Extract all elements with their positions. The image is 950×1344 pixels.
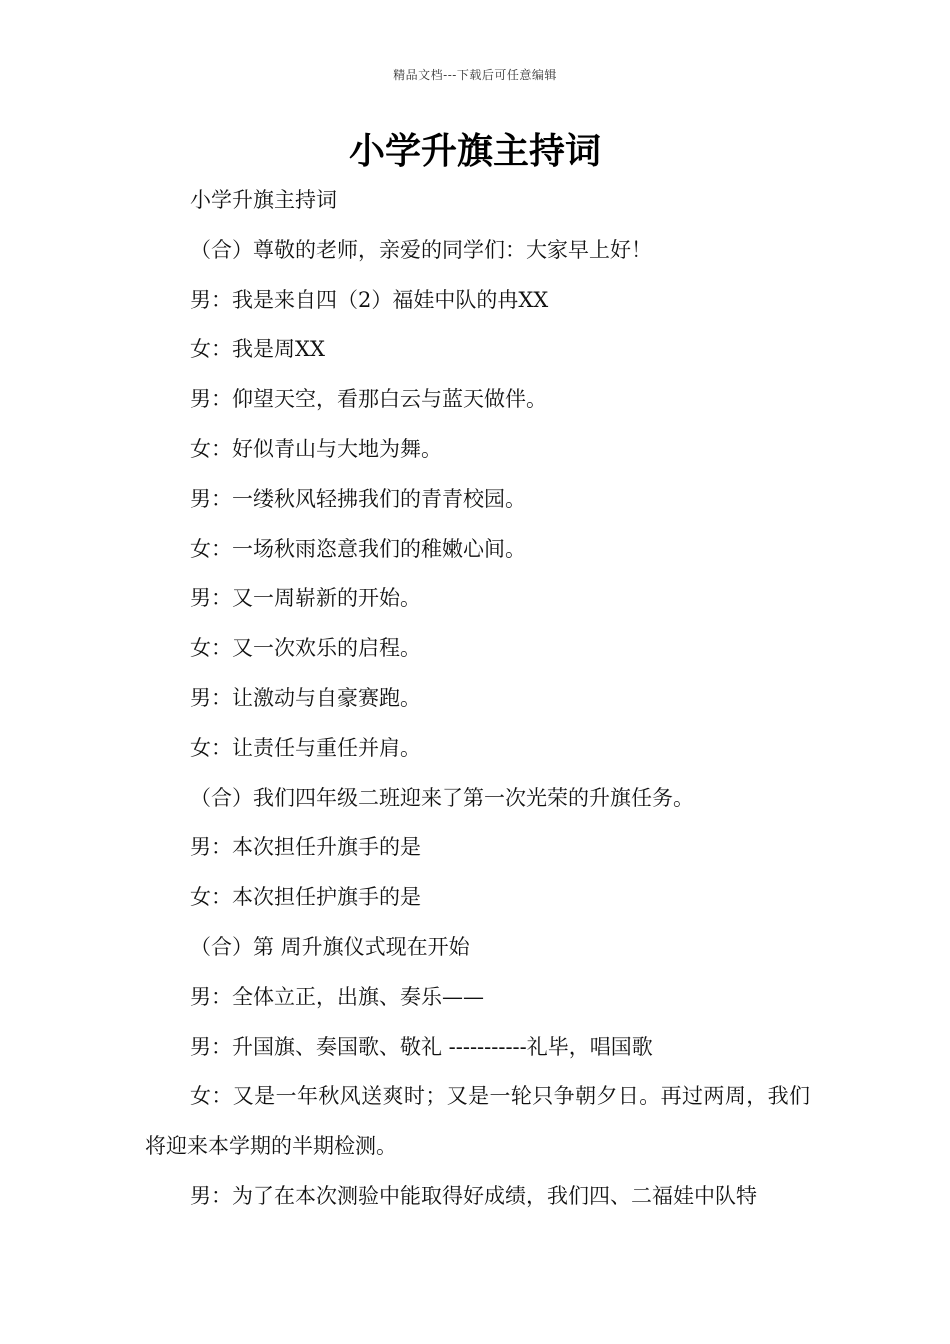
paragraph: 男：又一周崭新的开始。: [190, 586, 421, 611]
paragraph: 女：一场秋雨恣意我们的稚嫩心间。: [190, 536, 526, 561]
header-note: 精品文档---下载后可任意编辑: [393, 68, 557, 82]
paragraph: 女：又是一年秋风送爽时；又是一轮只争朝夕日。再过两周，我们将迎来本学期的半期检测。: [145, 1084, 810, 1159]
paragraph: 男：一缕秋风轻拂我们的青青校园。: [190, 486, 526, 511]
paragraph: 女：好似青山与大地为舞。: [190, 436, 442, 461]
paragraph: 女：让责任与重任并肩。: [190, 735, 421, 760]
paragraph: 男：让激动与自豪赛跑。: [190, 685, 421, 710]
paragraph: 女：又一次欢乐的启程。: [190, 636, 421, 661]
paragraph: 男：升国旗、奏国歌、敬礼 -----------礼毕，唱国歌: [190, 1034, 653, 1059]
document-body: [145, 176, 810, 1222]
paragraph: 女：我是周XX: [190, 337, 325, 362]
paragraph: 男：本次担任升旗手的是: [190, 835, 421, 860]
paragraph: （合）尊敬的老师，亲爱的同学们：大家早上好！: [190, 237, 652, 262]
paragraph: 女：本次担任护旗手的是: [190, 885, 421, 910]
paragraph-subtitle: 小学升旗主持词: [190, 188, 337, 212]
paragraph: 男：仰望天空，看那白云与蓝天做伴。: [190, 387, 547, 412]
document-title: 小学升旗主持词: [348, 131, 601, 172]
paragraph: （合）第 周升旗仪式现在开始: [190, 934, 470, 959]
paragraph: 男：为了在本次测验中能取得好成绩，我们四、二福娃中队特: [190, 1183, 757, 1208]
paragraph: 男：我是来自四（2）福娃中队的冉XX: [190, 287, 549, 312]
paragraph: （合）我们四年级二班迎来了第一次光荣的升旗任务。: [190, 785, 694, 810]
paragraph: 男：全体立正，出旗、奏乐——: [190, 984, 484, 1009]
